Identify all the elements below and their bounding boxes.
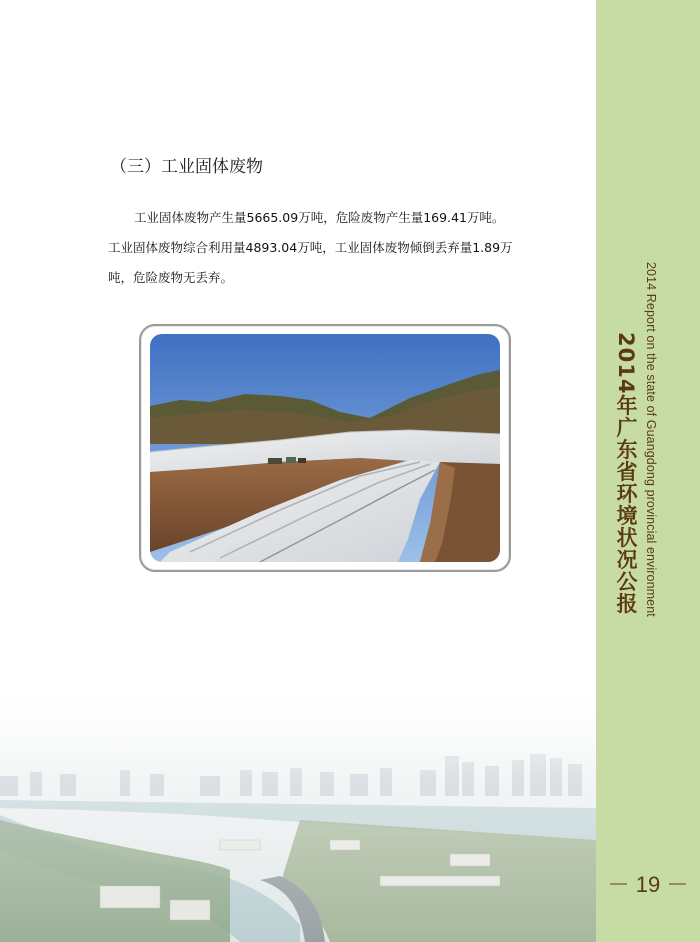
sidebar-title [606, 262, 656, 622]
body-paragraph [108, 203, 558, 293]
page-number: － 19 － [607, 872, 689, 897]
report-title-en: 2014 Report on the state of Guangdong provincial environment [644, 262, 658, 617]
report-title-zh: 2014年广东省环境状况公报 [614, 332, 638, 615]
section-heading: （三）工业固体废物 [110, 157, 263, 177]
landfill-photo [150, 334, 500, 562]
body-line-2: 工业固体废物综合利用量4893.04万吨，工业固体废物倾倒丢弃量1.89万 [108, 240, 513, 255]
city-panorama [0, 690, 596, 942]
body-line-1: 工业固体废物产生量5665.09万吨，危险废物产生量169.41万吨。 [134, 210, 505, 225]
body-line-3: 吨，危险废物无丢弃。 [108, 270, 234, 285]
